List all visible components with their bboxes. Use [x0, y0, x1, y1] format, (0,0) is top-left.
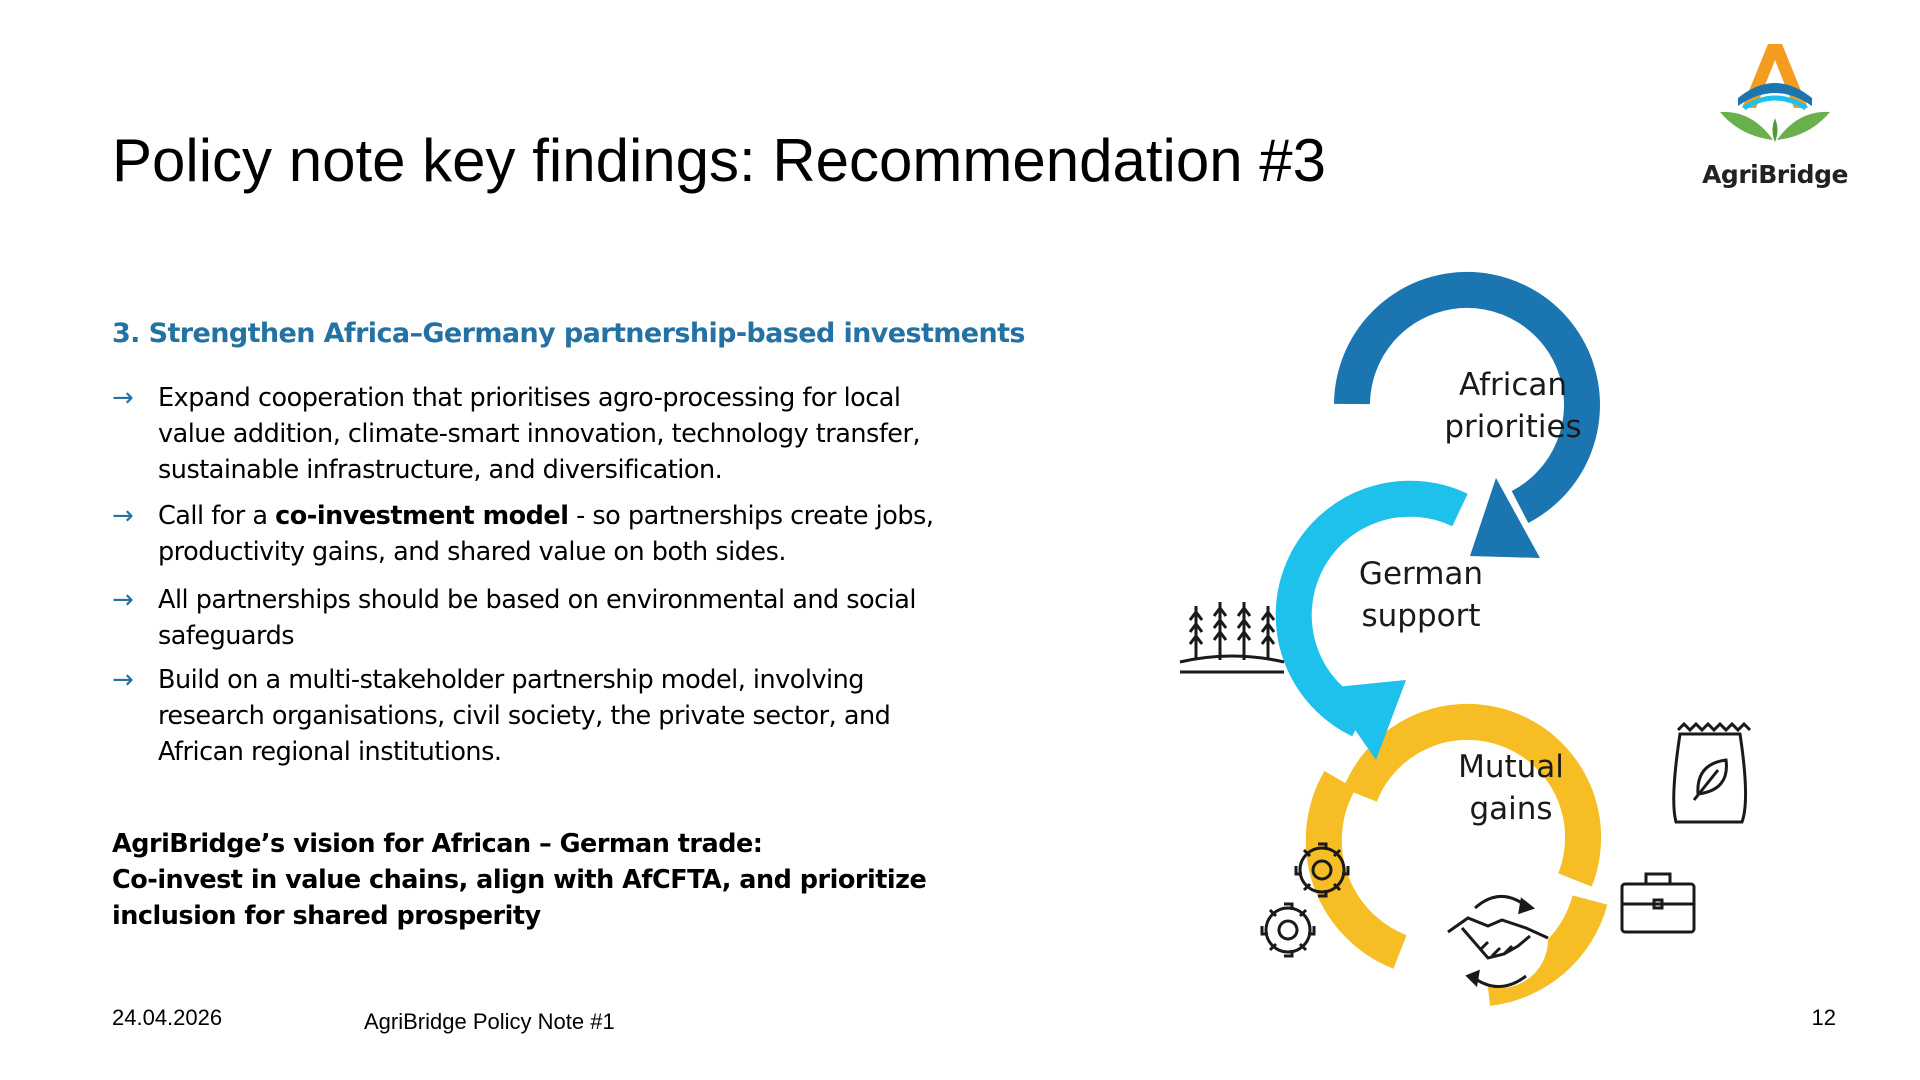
vision-line: Co-invest in value chains, align with AfCFTA, and prioritize [112, 865, 927, 895]
arrow-right-icon: → [112, 501, 134, 531]
bullet-line: Expand cooperation that prioritises agro-processing for local [158, 383, 901, 413]
vision-statement [112, 826, 926, 934]
vision-line: AgriBridge’s vision for African – German trade: [112, 829, 763, 859]
arrow-right-icon: → [112, 383, 134, 413]
bullet-text: - so partnerships create jobs, [568, 501, 934, 531]
bullet-line: sustainable infrastructure, and diversification. [158, 455, 723, 485]
bullet-line: Build on a multi-stakeholder partnership model, involving [158, 665, 864, 695]
cycle-label-german-support [1346, 553, 1496, 637]
cycle-label-line: priorities [1444, 409, 1582, 445]
bullet-line: All partnerships should be based on environmental and social [158, 585, 916, 615]
bullet-bold-text: co-investment model [275, 501, 569, 531]
footer-note: AgriBridge Policy Note #1 [364, 1009, 615, 1034]
bullet-line: safeguards [158, 621, 295, 651]
bullet-line: value addition, climate-smart innovation, technology transfer, [158, 419, 921, 449]
cycle-label-line: Mutual [1458, 749, 1564, 785]
seed-bag-icon [1674, 724, 1750, 822]
cycle-label-african-priorities [1438, 364, 1588, 448]
arrow-right-icon: → [112, 585, 134, 615]
page-number: 12 [1811, 1005, 1836, 1030]
cycle-label-line: gains [1469, 791, 1553, 827]
agribridge-logo-mark [1690, 36, 1860, 160]
section-heading: 3. Strengthen Africa–Germany partnership-based investments [112, 318, 1025, 349]
bullet-item [112, 662, 1012, 770]
cycle-label-line: German [1358, 556, 1484, 592]
bullet-line: African regional institutions. [158, 737, 502, 767]
cycle-diagram [1170, 260, 1770, 1020]
logo-text: AgriBridge [1702, 160, 1848, 189]
bullet-line: research organisations, civil society, the private sector, and [158, 701, 891, 731]
bullet-text: Call for a [158, 501, 276, 531]
handshake-icon [1448, 892, 1548, 988]
vision-line: inclusion for shared prosperity [112, 901, 541, 931]
cycle-label-mutual-gains [1436, 746, 1586, 830]
slide-title: Policy note key findings: Recommendation #3 [112, 127, 1327, 194]
briefcase-icon [1622, 874, 1694, 932]
wheat-field-icon [1180, 602, 1284, 672]
bullet-item [112, 582, 1012, 654]
cycle-label-line: African [1458, 367, 1568, 403]
bullet-line [158, 498, 1012, 534]
bullet-item [112, 380, 1012, 488]
cycle-label-line: support [1361, 598, 1481, 634]
bullet-item [112, 498, 1012, 570]
bullet-line: productivity gains, and shared value on both sides. [158, 537, 786, 567]
arrow-right-icon: → [112, 665, 134, 695]
bullet-list [112, 380, 1012, 770]
agribridge-logo [1690, 36, 1860, 196]
footer-date: 24.04.2026 [112, 1005, 223, 1030]
